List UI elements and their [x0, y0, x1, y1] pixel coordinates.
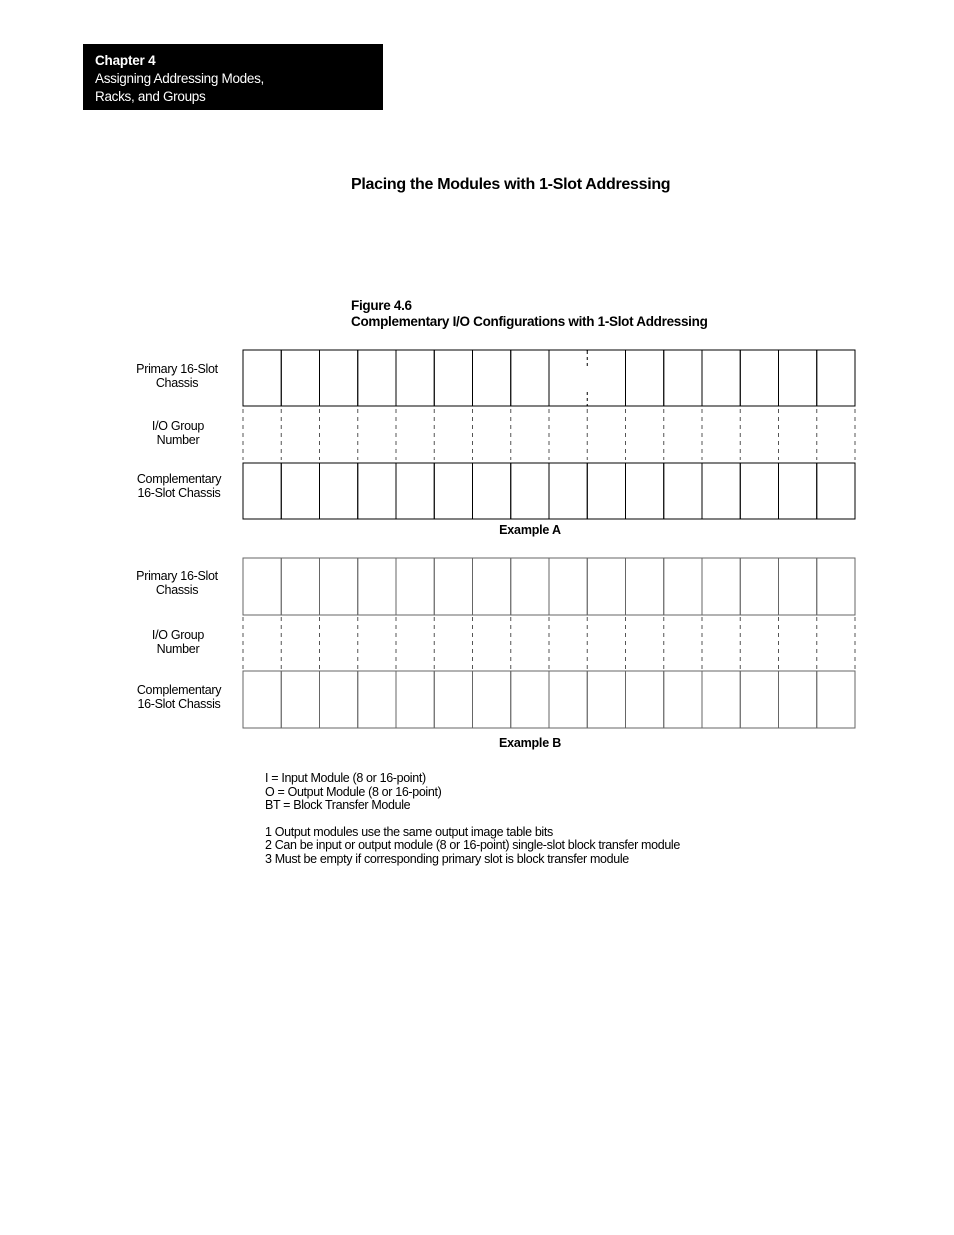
- example-a-complementary-label: Complementary 16-Slot Chassis: [136, 472, 222, 500]
- example-b-primary-slot: [320, 558, 358, 615]
- example-b-complementary-slot: [320, 671, 358, 728]
- example-b-primary-slot: [664, 558, 702, 615]
- figure-title: Complementary I/O Configurations with 1-Slot Addressing: [351, 314, 708, 329]
- example-a-complementary-slot: [320, 463, 358, 519]
- example-a-complementary-slot: [664, 463, 702, 519]
- example-a-primary-slot: [358, 350, 396, 406]
- example-a-complementary-slot: [702, 463, 740, 519]
- figure-number: Figure 4.6: [351, 298, 412, 313]
- example-a-primary-slot: [320, 350, 358, 406]
- example-b-complementary-slot: [779, 671, 817, 728]
- example-b-primary-slot: [779, 558, 817, 615]
- legend-note: 1 Output modules use the same output image table bits: [265, 824, 553, 839]
- example-b-complementary-slot: [702, 671, 740, 728]
- example-a-primary-slot: [817, 350, 855, 406]
- example-a-primary-slot: [587, 350, 625, 406]
- example-b-complementary-slot: [587, 671, 625, 728]
- example-b-complementary-slot: [358, 671, 396, 728]
- example-b-complementary-slot: [473, 671, 511, 728]
- example-b-complementary-slot: [664, 671, 702, 728]
- example-a-primary-slot: [396, 350, 434, 406]
- example-b-primary-slot: [396, 558, 434, 615]
- legend-note: 3 Must be empty if corresponding primary slot is block transfer module: [265, 851, 629, 866]
- section-title: Placing the Modules with 1-Slot Addressing: [351, 176, 671, 193]
- example-a-complementary-slot: [434, 463, 472, 519]
- example-b-primary-slot: [817, 558, 855, 615]
- example-a-group-label: I/O Group Number: [151, 419, 205, 447]
- example-b-complementary-slot: [626, 671, 664, 728]
- example-a-primary-slot: [434, 350, 472, 406]
- example-b-primary-slot: [587, 558, 625, 615]
- example-b-primary-slot: [243, 558, 281, 615]
- example-a-complementary-slot: [473, 463, 511, 519]
- example-a-complementary-slot: [626, 463, 664, 519]
- example-b-primary-label: Primary 16-Slot Chassis: [136, 569, 218, 597]
- example-a-complementary-slot: [740, 463, 778, 519]
- figure-legend: [265, 772, 680, 867]
- example-b-complementary-slot: [281, 671, 319, 728]
- example-b-primary-slot: [626, 558, 664, 615]
- example-a-primary-slot: [664, 350, 702, 406]
- example-b-primary-slot: [281, 558, 319, 615]
- example-a-complementary-slot: [358, 463, 396, 519]
- example-b-complementary-slot: [511, 671, 549, 728]
- example-a-primary-label: Primary 16-Slot Chassis: [136, 362, 218, 390]
- example-b-complementary-slot: [740, 671, 778, 728]
- example-b-label: Example B: [498, 736, 562, 750]
- example-b-primary-slot: [511, 558, 549, 615]
- example-b-primary-slot: [358, 558, 396, 615]
- example-a-primary-slot: [511, 350, 549, 406]
- example-b-primary-slot: [473, 558, 511, 615]
- example-a-complementary-slot: [549, 463, 587, 519]
- chapter-title-line1: Assigning Addressing Modes,: [95, 71, 265, 86]
- legend-item: O = Output Module (8 or 16-point): [265, 784, 442, 799]
- example-b-complementary-label: Complementary 16-Slot Chassis: [136, 683, 222, 711]
- example-b-primary-slot: [434, 558, 472, 615]
- example-b-group-label: I/O Group Number: [151, 628, 205, 656]
- example-b-primary-slot: [549, 558, 587, 615]
- example-b-complementary-slot: [434, 671, 472, 728]
- chapter-title-line2: Racks, and Groups: [95, 89, 206, 104]
- example-b-primary-slot: [740, 558, 778, 615]
- example-a-primary-slot: [702, 350, 740, 406]
- example-b-complementary-slot: [243, 671, 281, 728]
- example-a-primary-slot: [473, 350, 511, 406]
- legend-item: BT = Block Transfer Module: [265, 798, 411, 813]
- example-b-complementary-slot: [549, 671, 587, 728]
- example-a-complementary-slot: [779, 463, 817, 519]
- example-a-primary-slot: [626, 350, 664, 406]
- example-a-complementary-slot: [587, 463, 625, 519]
- example-b-complementary-slot: [817, 671, 855, 728]
- example-a-primary-slot: [281, 350, 319, 406]
- legend-note: 2 Can be input or output module (8 or 16-point) single-slot block transfer module: [265, 838, 680, 853]
- legend-item: I = Input Module (8 or 16-point): [265, 771, 426, 785]
- example-a-complementary-slot: [511, 463, 549, 519]
- chapter-number: Chapter 4: [95, 53, 156, 68]
- example-a-complementary-slot: [817, 463, 855, 519]
- example-a-primary-slot: [243, 350, 281, 406]
- example-b-complementary-slot: [396, 671, 434, 728]
- example-a-complementary-slot: [243, 463, 281, 519]
- example-a-complementary-slot: [281, 463, 319, 519]
- example-a-label: Example A: [499, 523, 561, 537]
- example-a-primary-slot: [779, 350, 817, 406]
- example-a-complementary-slot: [396, 463, 434, 519]
- example-a-primary-slot: [740, 350, 778, 406]
- example-b-primary-slot: [702, 558, 740, 615]
- example-a-primary-slot: [549, 350, 587, 406]
